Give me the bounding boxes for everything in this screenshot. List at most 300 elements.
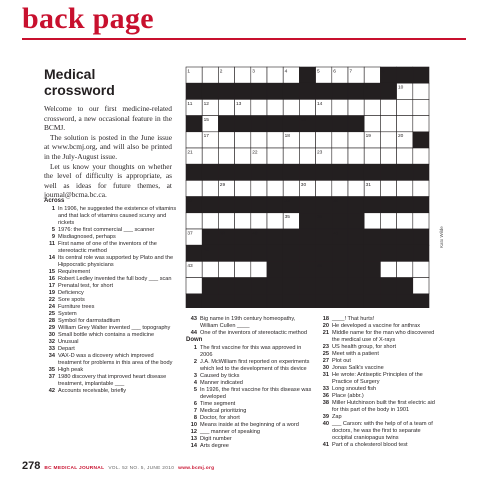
- clue-text: Medical prioritizing: [200, 408, 247, 414]
- clue-number: 2: [193, 359, 197, 365]
- grid-block: [397, 197, 413, 213]
- grid-block: [316, 294, 332, 308]
- clue-item: [44, 241, 178, 255]
- clue-number: 32: [48, 339, 55, 345]
- clue-text: Furniture trees: [58, 304, 95, 310]
- grid-cell[interactable]: [267, 148, 283, 164]
- clue-number: 9: [51, 234, 55, 240]
- page-header: [0, 0, 484, 40]
- clue-text: He developed a vaccine for anthrax: [332, 323, 421, 329]
- grid-cell[interactable]: [316, 132, 332, 148]
- grid-block: [348, 116, 364, 132]
- grid-cell[interactable]: [348, 180, 364, 196]
- grid-cell-number: 20: [398, 134, 404, 140]
- clue-number: 33: [48, 346, 55, 352]
- grid-cell[interactable]: [186, 132, 202, 148]
- grid-cell[interactable]: [202, 67, 218, 83]
- grid-cell-number: 6: [333, 69, 336, 75]
- grid-block: [202, 278, 218, 294]
- down-clue-list: [186, 345, 314, 450]
- clue-text: J.A. McWilliam first reported on experiments which led to the development of this device: [200, 359, 310, 372]
- clue-text: Miller Hutchinson built the first electric aid for this part of the body in 1901: [332, 400, 435, 413]
- grid-cell[interactable]: [380, 261, 396, 277]
- clue-number: 44: [190, 330, 197, 336]
- grid-cell-number: 38: [203, 231, 209, 237]
- grid-cell-number: 11: [187, 101, 193, 107]
- grid-cell[interactable]: [218, 99, 234, 115]
- grid-block: [380, 229, 396, 245]
- clue-text: VAX-D was a dicovery which improved treatment for problems in this area of the body: [58, 353, 173, 366]
- grid-cell-number: 39: [219, 231, 226, 237]
- grid-cell[interactable]: [218, 132, 234, 148]
- clue-text: ___ manner of speaking: [200, 429, 261, 435]
- clue-text: Place (abbr.): [332, 393, 364, 399]
- clue-number: 39: [322, 414, 329, 420]
- clue-number: 5: [193, 387, 197, 393]
- grid-block: [202, 164, 218, 180]
- clue-item: [318, 393, 442, 400]
- clue-text: Small bottle which contains a medicine: [58, 332, 155, 338]
- grid-cell-number: 44: [317, 263, 323, 269]
- grid-cell[interactable]: [251, 99, 267, 115]
- clue-item: [44, 339, 178, 346]
- grid-cell[interactable]: [186, 213, 202, 229]
- grid-cell[interactable]: [202, 213, 218, 229]
- website-link[interactable]: www.bcmj.org: [178, 466, 215, 471]
- grid-block: [299, 67, 315, 83]
- clue-item: [186, 429, 314, 436]
- intro-paragraph-2: The solution is posted in the June issue at www.bcmj.org, and will also be printed in the July-August issue.: [44, 132, 172, 161]
- clue-text: In 1906, he suggested the existence of vitamins and that lack of vitamins caused scurvy and rickets: [58, 206, 177, 226]
- across-clue-list-continued: [186, 316, 314, 337]
- clue-item: [44, 353, 178, 367]
- section-title: back page: [22, 2, 154, 35]
- grid-block: [380, 83, 396, 99]
- clue-text: Accounts receivable, briefly: [58, 388, 127, 394]
- clue-number: 16: [48, 276, 55, 282]
- grid-cell[interactable]: [235, 132, 251, 148]
- clue-number: 4: [193, 380, 197, 386]
- grid-block: [299, 213, 315, 229]
- clue-number: 20: [322, 323, 329, 329]
- grid-cell-number: 28: [381, 166, 388, 172]
- grid-cell[interactable]: [413, 278, 429, 294]
- grid-block: [348, 245, 364, 261]
- grid-block: [380, 197, 396, 213]
- clue-item: [44, 206, 178, 227]
- clue-text: Time segment: [200, 401, 236, 407]
- down-clue-list-continued: [318, 316, 442, 449]
- grid-block: [380, 294, 396, 308]
- clue-item: [44, 304, 178, 311]
- grid-block: [413, 67, 429, 83]
- clue-item: [44, 332, 178, 339]
- clue-number: 15: [48, 269, 55, 275]
- grid-cell[interactable]: [380, 99, 396, 115]
- clue-number: 27: [322, 358, 329, 364]
- clue-item: [318, 400, 442, 414]
- clue-item: [318, 323, 442, 330]
- grid-cell[interactable]: [380, 148, 396, 164]
- grid-block: [380, 245, 396, 261]
- crossword-title: [44, 66, 172, 98]
- grid-block: [235, 278, 251, 294]
- clue-text: Part of a cholesterol blood test: [332, 442, 408, 448]
- clue-item: [44, 290, 178, 297]
- clue-number: 41: [322, 442, 329, 448]
- grid-cell[interactable]: [364, 67, 380, 83]
- grid-cell[interactable]: [413, 180, 429, 196]
- clue-text: Middle name for the man who discovered the medical use of X-rays: [332, 330, 435, 343]
- clue-item: [44, 346, 178, 353]
- clue-number: 25: [322, 351, 329, 357]
- clue-item: [44, 374, 178, 388]
- grid-cell-number: 3: [252, 69, 255, 75]
- intro-paragraph-3: Let us know your thoughts on whether the level of difficulty is appropriate, as well as ideas for future themes, at journal@bcma.bc.ca.: [44, 161, 172, 200]
- grid-cell[interactable]: [202, 148, 218, 164]
- grid-cell[interactable]: [316, 180, 332, 196]
- clue-number: 33: [322, 386, 329, 392]
- grid-block: [235, 245, 251, 261]
- grid-block: [218, 278, 234, 294]
- grid-cell[interactable]: [235, 148, 251, 164]
- grid-block: [348, 294, 364, 308]
- grid-cell[interactable]: [235, 67, 251, 83]
- clue-item: [44, 297, 178, 304]
- clue-item: [44, 255, 178, 269]
- grid-cell-number: 41: [333, 231, 339, 237]
- grid-cell[interactable]: [397, 148, 413, 164]
- grid-block: [299, 229, 315, 245]
- clue-text: Misdiagnosed, perhaps: [58, 234, 116, 240]
- grid-cell[interactable]: [380, 213, 396, 229]
- journal-name: BC MEDICAL JOURNAL: [44, 466, 105, 471]
- clue-number: 22: [48, 297, 55, 303]
- grid-block: [299, 245, 315, 261]
- grid-block: [235, 116, 251, 132]
- grid-block: [235, 229, 251, 245]
- grid-cell[interactable]: [380, 180, 396, 196]
- grid-block: [413, 132, 429, 148]
- grid-block: [397, 67, 413, 83]
- clue-item: [44, 269, 178, 276]
- grid-block: [413, 245, 429, 261]
- clue-number: 42: [48, 388, 55, 394]
- grid-cell[interactable]: [267, 213, 283, 229]
- grid-cell[interactable]: [364, 116, 380, 132]
- grid-block: [348, 83, 364, 99]
- clue-item: [186, 345, 314, 359]
- grid-block: [251, 197, 267, 213]
- grid-block: [397, 294, 413, 308]
- clue-item: [318, 358, 442, 365]
- clue-item: [318, 414, 442, 421]
- clue-text: Sore spots: [58, 297, 85, 303]
- clue-number: 8: [193, 415, 197, 421]
- grid-cell[interactable]: [202, 180, 218, 196]
- grid-cell[interactable]: [235, 261, 251, 277]
- grid-cell-number: 29: [219, 182, 226, 188]
- clue-item: [318, 330, 442, 344]
- clue-text: Robert Ledley invented the full body ___ scan: [58, 276, 172, 282]
- grid-block: [348, 278, 364, 294]
- grid-cell[interactable]: [251, 213, 267, 229]
- clue-item: [186, 422, 314, 429]
- grid-cell[interactable]: [413, 213, 429, 229]
- clue-item: [186, 330, 314, 337]
- grid-cell[interactable]: [332, 99, 348, 115]
- grid-block: [316, 164, 332, 180]
- clue-text: Arts degree: [200, 443, 229, 449]
- grid-cell-number: 43: [187, 263, 193, 269]
- grid-cell[interactable]: [364, 148, 380, 164]
- grid-block: [364, 261, 380, 277]
- grid-cell[interactable]: [251, 132, 267, 148]
- clue-text: Big name in 19th century homeopathy, William Cullen ____: [200, 316, 296, 329]
- clue-text: Long snouted fish: [332, 386, 377, 392]
- grid-cell[interactable]: [397, 213, 413, 229]
- grid-block: [364, 245, 380, 261]
- clue-text: Manner indicated: [200, 380, 243, 386]
- grid-cell[interactable]: [413, 116, 429, 132]
- clue-number: 3: [193, 373, 197, 379]
- clue-text: Means inside at the beginning of a word: [200, 422, 299, 428]
- clue-number: 1: [193, 345, 197, 351]
- clue-item: [318, 372, 442, 386]
- grid-block: [267, 116, 283, 132]
- grid-cell[interactable]: [380, 116, 396, 132]
- clue-number: 34: [48, 353, 55, 359]
- grid-block: [364, 229, 380, 245]
- grid-block: [202, 294, 218, 308]
- clue-text: ___ Carson: with the help of of a team of doctors, he was the first to separate occipital craniopagus twins: [332, 421, 433, 441]
- grid-cell[interactable]: [267, 180, 283, 196]
- grid-cell[interactable]: [413, 99, 429, 115]
- grid-block: [251, 278, 267, 294]
- clue-number: 36: [322, 393, 329, 399]
- grid-cell-number: 37: [187, 231, 193, 237]
- grid-cell-number: 22: [252, 150, 258, 156]
- grid-cell[interactable]: [283, 148, 299, 164]
- grid-block: [283, 164, 299, 180]
- grid-cell-number: 12: [203, 101, 209, 107]
- grid-block: [397, 229, 413, 245]
- crossword-title-line2: crossword: [44, 82, 115, 98]
- clue-item: [186, 436, 314, 443]
- clue-number: 30: [322, 365, 329, 371]
- grid-block: [332, 261, 348, 277]
- grid-cell[interactable]: [235, 180, 251, 196]
- grid-cell-number: 16: [300, 118, 307, 123]
- clues-column-2: [186, 316, 314, 450]
- grid-block: [218, 164, 234, 180]
- grid-cell-number: 32: [187, 199, 193, 204]
- issue-info: VOL. 52 NO. 5, JUNE 2010: [108, 466, 175, 471]
- clue-text: Requirement: [58, 269, 91, 275]
- clue-number: 19: [48, 290, 55, 296]
- grid-block: [218, 83, 234, 99]
- grid-block: [299, 83, 315, 99]
- grid-cell[interactable]: [299, 99, 315, 115]
- grid-block: [364, 294, 380, 308]
- grid-cell[interactable]: [332, 148, 348, 164]
- clue-text: Plot out: [332, 358, 351, 364]
- grid-cell-number: 15: [203, 118, 209, 123]
- grid-cell[interactable]: [348, 148, 364, 164]
- clue-text: Deficiency: [58, 290, 84, 296]
- clue-text: Depart: [58, 346, 75, 352]
- clue-text: Meet with a patient: [332, 351, 379, 357]
- grid-cell[interactable]: [397, 180, 413, 196]
- grid-cell[interactable]: [283, 180, 299, 196]
- clue-text: Digit number: [200, 436, 232, 442]
- clue-item: [44, 311, 178, 318]
- grid-block: [348, 213, 364, 229]
- grid-block: [251, 245, 267, 261]
- clue-text: Prenatal test, for short: [58, 283, 114, 289]
- clue-item: [186, 373, 314, 380]
- across-clue-list: [44, 206, 178, 395]
- grid-cell[interactable]: [251, 180, 267, 196]
- clue-text: System: [58, 311, 77, 317]
- grid-cell[interactable]: [397, 116, 413, 132]
- clue-number: 12: [190, 429, 197, 435]
- grid-cell-number: 14: [317, 101, 323, 107]
- clue-item: [44, 283, 178, 290]
- crossword-grid-svg: [185, 66, 435, 308]
- clue-number: 23: [322, 344, 329, 350]
- clue-number: 18: [322, 316, 329, 322]
- grid-block: [364, 197, 380, 213]
- grid-cell-number: 21: [187, 150, 193, 156]
- header-rule: [22, 38, 466, 40]
- grid-cell[interactable]: [413, 83, 429, 99]
- grid-block: [186, 83, 202, 99]
- grid-cell[interactable]: [299, 148, 315, 164]
- grid-cell[interactable]: [251, 261, 267, 277]
- grid-cell-number: 1: [187, 69, 191, 75]
- grid-cell[interactable]: [218, 213, 234, 229]
- grid-cell[interactable]: [397, 99, 413, 115]
- grid-cell-number: 27: [365, 166, 371, 172]
- grid-block: [283, 245, 299, 261]
- grid-block: [299, 197, 315, 213]
- grid-cell-number: 31: [365, 182, 371, 188]
- grid-cell[interactable]: [299, 132, 315, 148]
- grid-cell[interactable]: [413, 261, 429, 277]
- grid-cell[interactable]: [267, 99, 283, 115]
- grid-block: [332, 116, 348, 132]
- intro-paragraph-1: Welcome to our first medicine-related crossword, a new occasional feature in the BCMJ.: [44, 104, 172, 133]
- grid-cell-number: 7: [349, 69, 353, 75]
- clue-item: [186, 443, 314, 450]
- clue-item: [44, 276, 178, 283]
- grid-block: [348, 229, 364, 245]
- grid-cell-number: 19: [365, 134, 371, 140]
- clue-text: Caused by ticks: [200, 373, 240, 379]
- clue-number: 43: [190, 316, 197, 322]
- grid-cell[interactable]: [364, 99, 380, 115]
- grid-block: [186, 116, 202, 132]
- clue-number: 14: [190, 443, 197, 449]
- grid-block: [413, 197, 429, 213]
- clue-text: High peak: [58, 367, 84, 373]
- clue-number: 21: [322, 330, 329, 336]
- grid-block: [218, 116, 234, 132]
- clue-number: 1: [51, 206, 55, 212]
- grid-block: [202, 197, 218, 213]
- clue-number: 14: [48, 255, 55, 261]
- grid-block: [267, 83, 283, 99]
- clue-item: [44, 227, 178, 234]
- grid-cell-number: 33: [284, 199, 290, 204]
- grid-cell[interactable]: [413, 148, 429, 164]
- grid-block: [251, 294, 267, 308]
- grid-cell[interactable]: [267, 67, 283, 83]
- grid-cell-number: 42: [203, 247, 209, 253]
- clue-text: Jonas Salk's vaccine: [332, 365, 384, 371]
- grid-cell[interactable]: [348, 132, 364, 148]
- grid-cell[interactable]: [332, 180, 348, 196]
- grid-cell-number: 35: [284, 215, 290, 221]
- grid-cell-number: 10: [398, 85, 404, 91]
- grid-cell[interactable]: [235, 213, 251, 229]
- intro-block: [44, 66, 172, 200]
- grid-cell[interactable]: [380, 132, 396, 148]
- grid-cell[interactable]: [267, 132, 283, 148]
- grid-cell[interactable]: [364, 213, 380, 229]
- clue-text: William Grey Walter invented ___ topography: [58, 325, 171, 331]
- grid-cell[interactable]: [348, 99, 364, 115]
- clue-item: [186, 316, 314, 330]
- grid-cell[interactable]: [218, 148, 234, 164]
- grid-block: [267, 197, 283, 213]
- clue-number: 28: [48, 318, 55, 324]
- grid-cell[interactable]: [283, 99, 299, 115]
- clue-number: 35: [48, 367, 55, 373]
- grid-block: [364, 278, 380, 294]
- grid-cell[interactable]: [332, 132, 348, 148]
- grid-block: [186, 294, 202, 308]
- grid-block: [299, 261, 315, 277]
- grid-block: [299, 294, 315, 308]
- grid-cell[interactable]: [186, 180, 202, 196]
- clue-number: 31: [322, 372, 329, 378]
- grid-cell-number: 4: [284, 69, 288, 75]
- grid-block: [251, 83, 267, 99]
- clue-number: 13: [190, 436, 197, 442]
- clue-text: The first vaccine for this was approved in 2006: [200, 345, 302, 358]
- grid-cell[interactable]: [186, 278, 202, 294]
- grid-block: [348, 164, 364, 180]
- grid-cell[interactable]: [202, 261, 218, 277]
- clue-item: [186, 380, 314, 387]
- grid-cell-number: 40: [252, 231, 258, 237]
- grid-block: [235, 164, 251, 180]
- grid-block: [235, 197, 251, 213]
- grid-cell-number: 23: [317, 150, 323, 156]
- grid-cell[interactable]: [218, 261, 234, 277]
- clue-item: [44, 318, 178, 325]
- grid-cell[interactable]: [397, 261, 413, 277]
- clue-text: US health group, for short: [332, 344, 397, 350]
- grid-block: [397, 164, 413, 180]
- clue-text: Its central role was supported by Plato and the Hippocratic physicians: [58, 255, 174, 268]
- grid-block: [316, 229, 332, 245]
- grid-block: [235, 83, 251, 99]
- grid-cell-number: 25: [252, 166, 258, 172]
- clue-text: Symbol for darmstadtium: [58, 318, 121, 324]
